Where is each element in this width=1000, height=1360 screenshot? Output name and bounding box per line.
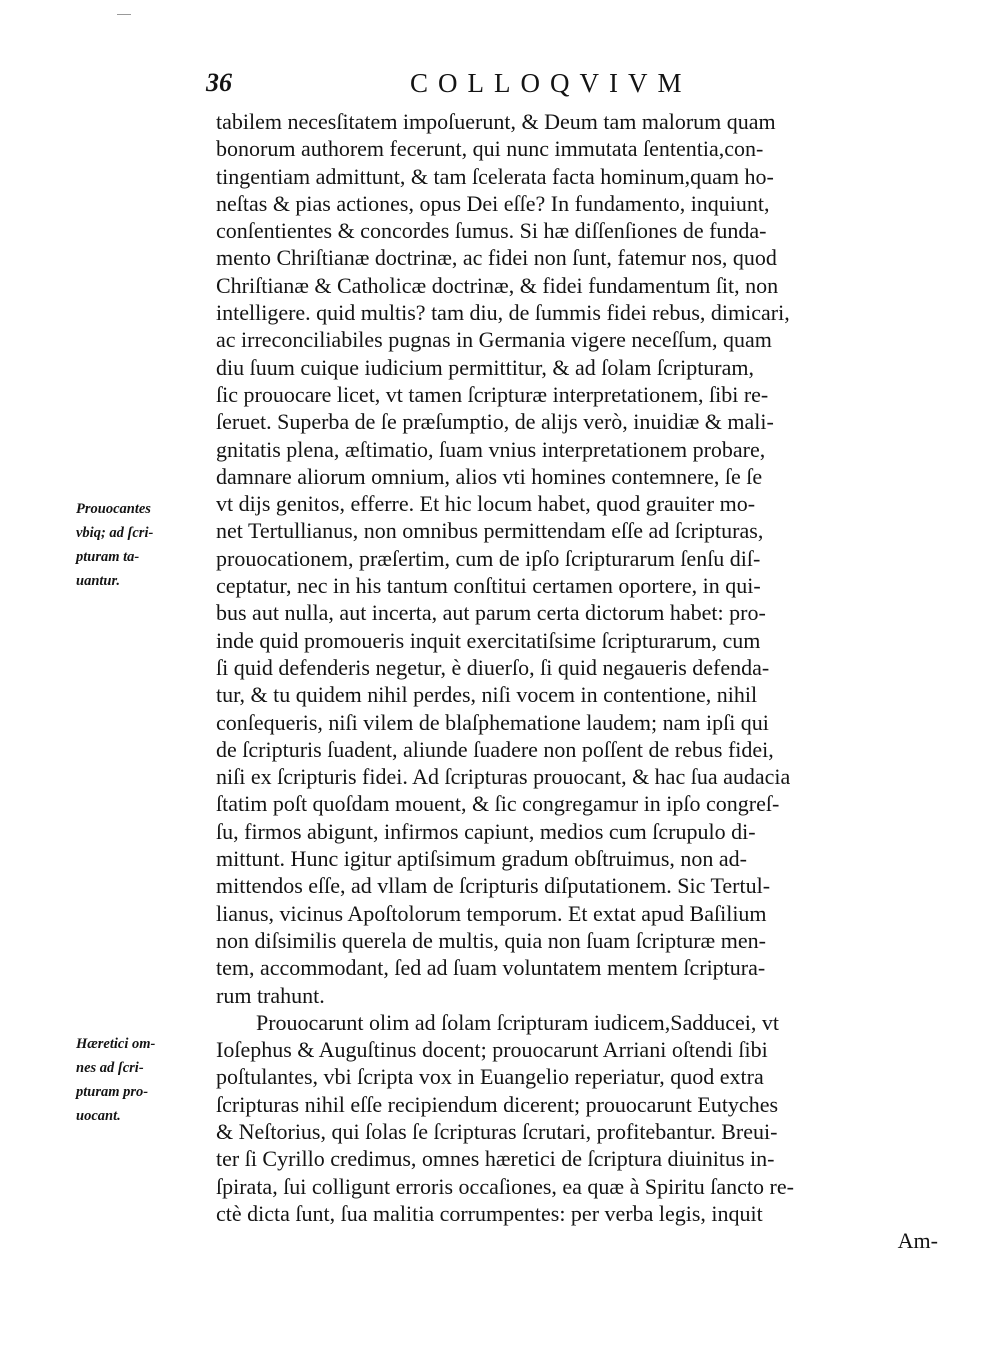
text-line: net Tertullianus, non omnibus permittendam eſſe ad ſcripturas, (216, 518, 764, 544)
text-line: diu ſuum cuique iudicium permittitur, & ad ſolam ſcripturam, (216, 354, 755, 380)
text-line: non diſsimilis querela de multis, quia non ſuam ſcripturæ men- (216, 927, 766, 953)
text-line: gnitatis plena, æſtimatio, ſuam vnius interpretationem probare, (216, 436, 766, 462)
text-line: Chriſtianæ & Catholicæ doctrinæ, & fidei fundamentum ſit, non (216, 272, 779, 298)
page-number: 36 (206, 68, 232, 97)
text-line: ſtatim poſt quoſdam mouent, & ſic congregamur in ipſo congreſ- (216, 791, 780, 817)
margin-note-haeretici (76, 1032, 212, 1128)
text-line: vt dijs genitos, efferre. Et hic locum habet, quod grauiter mo- (216, 491, 756, 517)
text-line: ter ſi Cyrillo credimus, omnes hæretici de ſcriptura diuinitus in- (216, 1146, 775, 1172)
text-line: ſpirata, ſui colligunt erroris occaſiones, ea quæ à Spiritu ſancto re- (216, 1173, 794, 1199)
text-line: ſu, firmos abigunt, infirmos capiunt, medios cum ſcrupulo di- (216, 818, 756, 844)
margin-note-prouocantes (76, 497, 212, 593)
body-text (216, 108, 938, 1254)
text-line: Prouocarunt olim ad ſolam ſcripturam iudicem,Sadducei, vt (256, 1009, 779, 1035)
text-line: conſentientes & concordes ſumus. Si hæ diſſenſiones de funda- (216, 218, 767, 244)
text-line: Am- (897, 1228, 938, 1254)
text-line: poſtulantes, vbi ſcripta vox in Euangelio reperiatur, quod extra (216, 1064, 764, 1090)
running-title: COLLOQVIVM (410, 68, 692, 98)
text-line: prouocationem, præſertim, cum de ipſo ſcripturarum ſenſu diſ- (216, 545, 761, 571)
text-line: ceptatur, nec in his tantum conſtitui certamen oportere, in qui- (216, 573, 761, 599)
margin-note-line: uantur. (76, 573, 120, 589)
page-header (200, 66, 940, 106)
margin-note-line: nes ad ſcri- (76, 1060, 144, 1076)
text-line: neſtas & pias actiones, opus Dei eſſe? In fundamento, inquiunt, (216, 190, 770, 216)
margin-note-line: vbiq; ad ſcri- (76, 525, 154, 541)
text-line: ctè dicta ſunt, ſua malitia corrumpentes: per verba legis, inquit (216, 1200, 763, 1226)
text-line: mento Chriſtianæ doctrinæ, ac fidei non ſunt, fatemur nos, quod (216, 245, 777, 271)
text-line: niſi ex ſcripturis fidei. Ad ſcripturas prouocant, & hac ſua audacia (216, 764, 791, 790)
text-line: ſic prouocare licet, vt tamen ſcripturæ interpretationem, ſibi re- (216, 381, 769, 407)
text-line: Ioſephus & Auguſtinus docent; prouocarunt Arriani oſtendi ſibi (216, 1037, 768, 1063)
text-line: ſcripturas nihil eſſe recipiendum dicerent; prouocarunt Eutyches (216, 1091, 779, 1117)
margin-note-line: pturam pro- (76, 1084, 149, 1100)
text-line: de ſcripturis ſuadent, aliunde ſuadere non poſſent de rebus fidei, (216, 736, 774, 762)
margin-note-line: Prouocantes (76, 501, 151, 517)
text-line: mittendos eſſe, ad vllam de ſcripturis diſputationem. Sic Tertul- (216, 873, 771, 899)
text-line: ſeruet. Superba de ſe præſumptio, de alijs verò, inuidiæ & mali- (216, 409, 774, 435)
text-line: lianus, vicinus Apoſtolorum temporum. Et extat apud Baſilium (216, 900, 767, 926)
text-line: conſequeris, niſi vilem de blaſphematione laudem; nam ipſi qui (216, 709, 769, 735)
text-line: tingentiam admittunt, & tam ſcelerata facta hominum,quam ho- (216, 163, 774, 189)
text-line: inde quid promoueris inquit exercitatiſsime ſcripturarum, cum (216, 627, 761, 653)
text-line: mittunt. Hunc igitur aptiſsimum gradum obſtruimus, non ad- (216, 846, 748, 872)
text-line: & Neſtorius, qui ſolas ſe ſcripturas ſcrutari, profitebantur. Breui- (216, 1118, 778, 1144)
text-line: rum trahunt. (216, 982, 325, 1008)
text-line: tabilem necesſitatem impoſuerunt, & Deum tam malorum quam (216, 109, 776, 134)
text-line: tur, & tu quidem nihil perdes, niſi vocem in contentione, nihil (216, 682, 758, 708)
scan-mark (117, 14, 131, 15)
margin-note-line: Hæretici om- (76, 1036, 156, 1052)
text-line: bonorum authorem fecerunt, qui nunc immutata ſententia,con- (216, 136, 764, 162)
text-line: ſi quid defenderis negetur, è diuerſo, ſi quid negaueris defenda- (216, 654, 770, 680)
text-line: ac irreconciliabiles pugnas in Germania vigere neceſſum, quam (216, 327, 772, 353)
margin-note-line: uocant. (76, 1108, 121, 1124)
text-line: bus aut nulla, aut incerta, aut parum certa dictorum habet: pro- (216, 600, 766, 626)
margin-note-line: pturam ta- (76, 549, 140, 565)
text-line: tem, accommodant, ſed ad ſuam voluntatem mentem ſcriptura- (216, 955, 766, 981)
text-line: damnare aliorum omnium, alios vti homines contemnere, ſe ſe (216, 463, 763, 489)
text-line: intelligere. quid multis? tam diu, de ſummis fidei rebus, dimicari, (216, 300, 790, 326)
